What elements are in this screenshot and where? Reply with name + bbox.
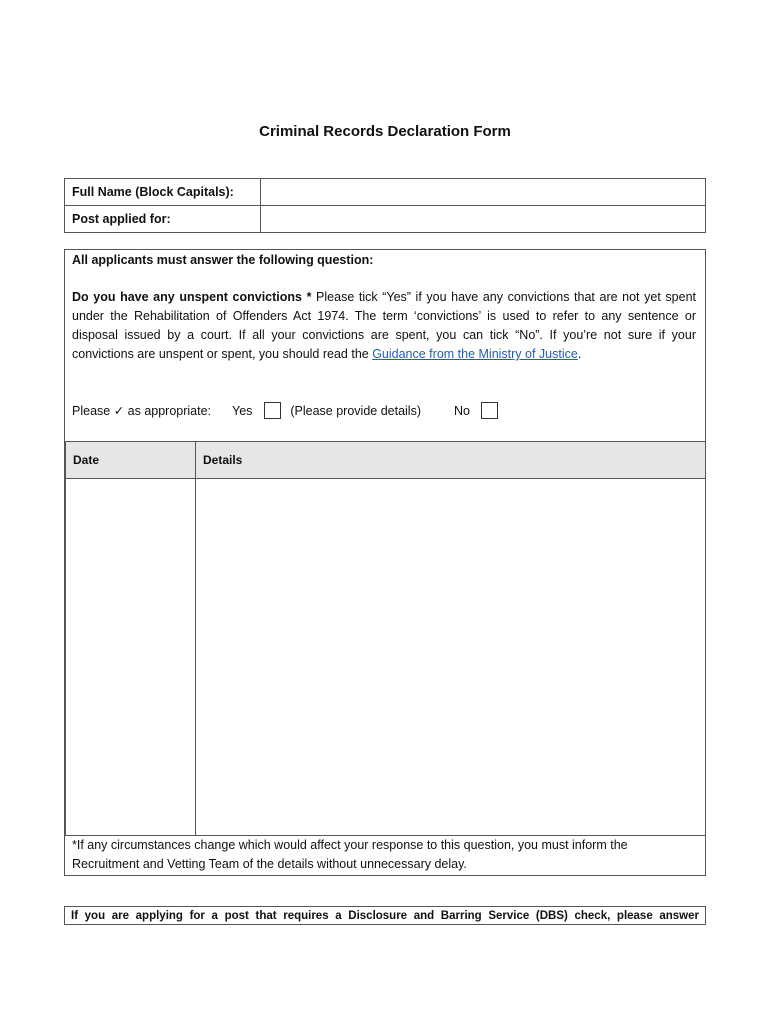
dbs-section-intro: If you are applying for a post that requires a Disclosure and Barring Service (DBS) check, please answer [64,906,706,925]
full-name-label: Full Name (Block Capitals): [65,179,261,206]
full-name-row [65,179,706,206]
no-label: No [453,403,470,418]
yes-checkbox[interactable] [264,402,281,419]
details-entry-field[interactable] [196,479,706,836]
details-column-header: Details [196,442,706,479]
question-bold-lead: Do you have any unspent convictions * [72,290,312,304]
no-checkbox[interactable] [481,402,498,419]
form-title: Criminal Records Declaration Form [259,123,511,140]
post-applied-field[interactable] [261,206,706,233]
convictions-details-table [65,441,706,836]
change-circumstances-footnote: *If any circumstances change which would affect your response to this question, you must inform the Recruitment and Vetting Team of the details without unnecessary delay. [72,838,628,871]
details-entry-row [66,479,706,836]
tick-prompt: Please ✓ as appropriate: [72,404,212,418]
applicant-details-table [64,178,706,233]
yes-label: Yes [232,403,253,418]
tick-row [72,402,504,419]
date-entry-field[interactable] [66,479,196,836]
moj-guidance-link[interactable]: Guidance from the Ministry of Justice [372,347,578,361]
convictions-question-box [64,249,706,876]
question-body-end: . [577,347,582,361]
question-text [72,288,696,364]
question-heading: All applicants must answer the following question: [72,253,374,267]
details-header-row [66,442,706,479]
date-column-header: Date [66,442,196,479]
yes-note: (Please provide details) [290,403,421,418]
post-applied-label: Post applied for: [65,206,261,233]
full-name-field[interactable] [261,179,706,206]
question-body: Please tick “Yes” if you have any convictions that are not yet spent under the Rehabilitation of Offenders Act 1974. The term ‘convictions’ is used to refer to any sentence or disposal issued by a court. If all your convictions are spent, you can tick “No”. If you’re not sure if your convictions are unspent or spent, you should read the [72,290,696,361]
post-applied-row [65,206,706,233]
